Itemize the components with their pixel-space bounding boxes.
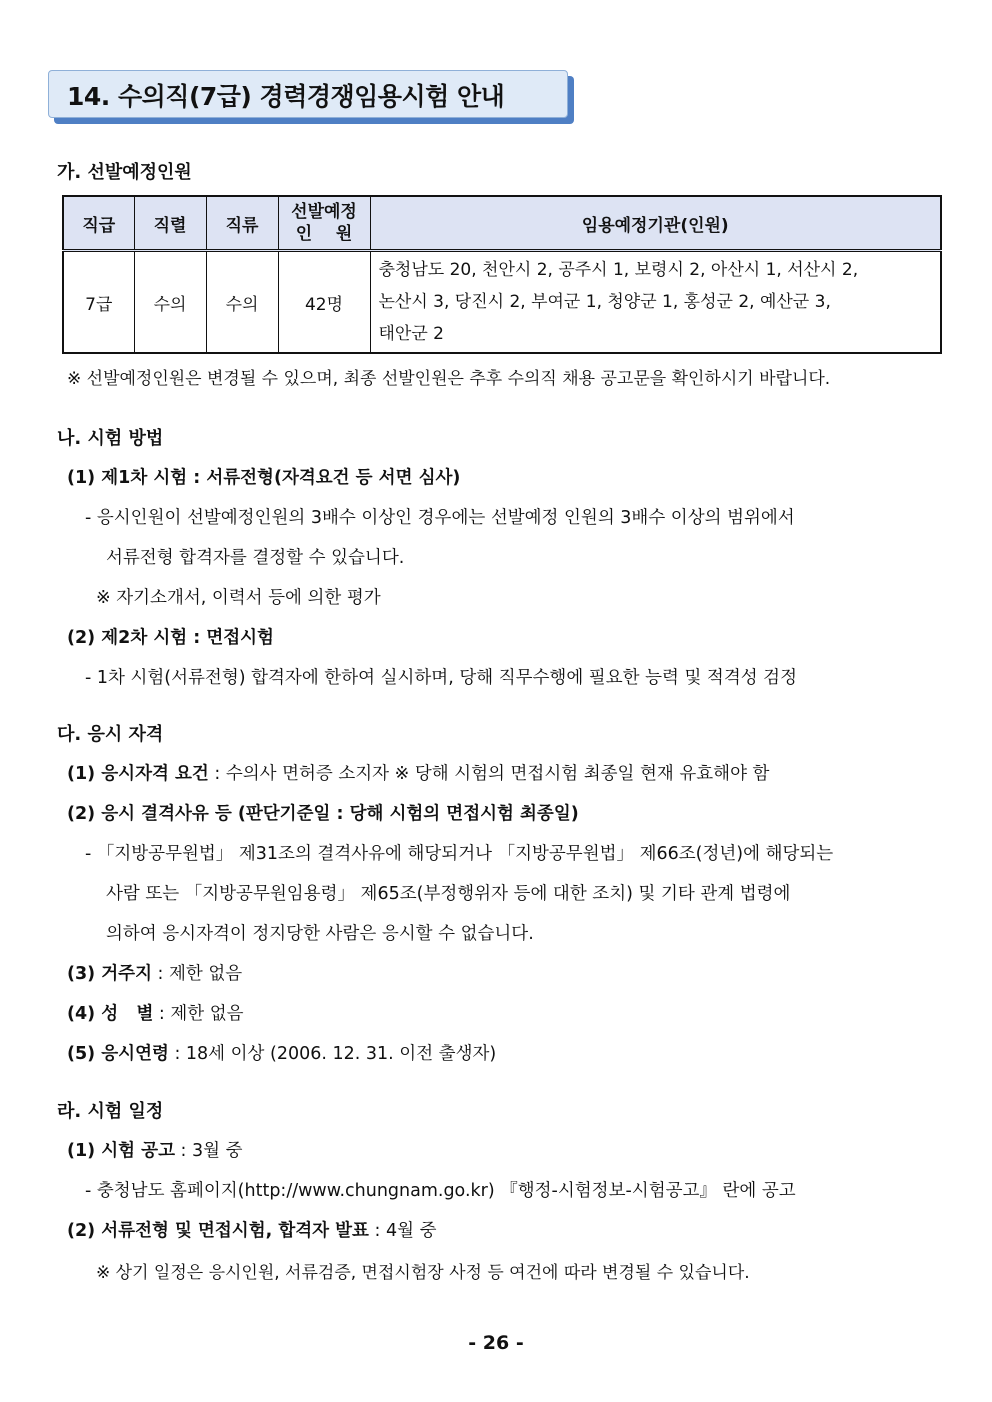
selection-table [62, 195, 942, 354]
cell-org [370, 251, 941, 354]
exam-stage1-line2: 서류전형 합격자를 결정할 수 있습니다. [106, 548, 405, 568]
selection-note: ※ 선발예정인원은 변경될 수 있으며, 최종 선발인원은 추후 수의직 채용 공고문을 확인하시기 바랍니다. [67, 369, 831, 389]
th-grade: 직급 [63, 196, 134, 251]
th-count-line2: 인 원 [295, 224, 353, 244]
page-title: 14. 수의직(7급) 경력경쟁임용시험 안내 [67, 82, 505, 111]
schedule-item2-label: (2) 서류전형 및 면접시험, 합격자 발표 [67, 1221, 369, 1241]
schedule-item1-text: : 3월 중 [174, 1141, 243, 1161]
cell-grade: 7급 [63, 251, 134, 354]
section-heading-da: 다. 응시 자격 [57, 724, 164, 745]
exam-stage1-line1: - 응시인원이 선발예정인원의 3배수 이상인 경우에는 선발예정 인원의 3배수 이상의 범위에서 [85, 508, 795, 528]
residence-item [67, 960, 242, 985]
th-series: 직렬 [134, 196, 206, 251]
schedule-item2-text: : 4월 중 [368, 1221, 437, 1241]
org-line-1: 충청남도 20, 천안시 2, 공주시 1, 보령시 2, 아산시 1, 서산시 2, [378, 260, 859, 280]
gender-item [67, 1000, 244, 1025]
page-number: - 26 - [468, 1332, 524, 1354]
th-count-line1: 선발예정 [291, 202, 357, 222]
section-heading-ra: 라. 시험 일정 [57, 1101, 164, 1122]
schedule-item1-label: (1) 시험 공고 [67, 1141, 175, 1161]
disqualification-line2: 사람 또는 「지방공무원임용령」 제65조(부정행위자 등에 대한 조치) 및 기타 관계 법령에 [106, 884, 791, 904]
exam-stage2-title: (2) 제2차 시험 : 면접시험 [67, 628, 274, 648]
th-count [278, 196, 370, 251]
qualification-item [67, 760, 769, 785]
age-text: : 18세 이상 (2006. 12. 31. 이전 출생자) [168, 1044, 497, 1064]
qualification-label: (1) 응시자격 요건 [67, 764, 209, 784]
schedule-item1 [67, 1137, 243, 1162]
qualification-text: : 수의사 면허증 소지자 ※ 당해 시험의 면접시험 최종일 현재 유효해야 함 [208, 764, 770, 784]
th-class: 직류 [206, 196, 278, 251]
table-row [63, 251, 941, 354]
schedule-item2 [67, 1217, 436, 1242]
title-box [48, 70, 568, 118]
org-line-3: 태안군 2 [378, 324, 444, 344]
disqualification-line1: - 「지방공무원법」 제31조의 결격사유에 해당되거나 「지방공무원법」 제66조(정년)에 해당되는 [85, 844, 834, 864]
age-item [67, 1040, 496, 1065]
schedule-note: ※ 상기 일정은 응시인원, 서류검증, 면접시험장 사정 등 여건에 따라 변경될 수 있습니다. [96, 1263, 750, 1283]
section-heading-ga: 가. 선발예정인원 [57, 162, 192, 183]
schedule-item1-line1: - 충청남도 홈페이지(http://www.chungnam.go.kr) 『행정-시험정보-시험공고』 란에 공고 [85, 1181, 796, 1201]
cell-series: 수의 [134, 251, 206, 354]
disqualification-title: (2) 응시 결격사유 등 (판단기준일 : 당해 시험의 면접시험 최종일) [67, 804, 579, 824]
cell-class: 수의 [206, 251, 278, 354]
disqualification-line3: 의하여 응시자격이 정지당한 사람은 응시할 수 없습니다. [106, 924, 534, 944]
gender-text: : 제한 없음 [153, 1004, 244, 1024]
cell-count: 42명 [278, 251, 370, 354]
table-header-row [63, 196, 941, 251]
residence-text: : 제한 없음 [151, 964, 243, 984]
th-org: 임용예정기관(인원) [370, 196, 941, 251]
gender-label: (4) 성 별 [67, 1004, 154, 1024]
exam-stage1-note: ※ 자기소개서, 이력서 등에 의한 평가 [96, 588, 381, 608]
org-line-2: 논산시 3, 당진시 2, 부여군 1, 청양군 1, 홍성군 2, 예산군 3, [378, 292, 831, 312]
exam-stage2-line1: - 1차 시험(서류전형) 합격자에 한하여 실시하며, 당해 직무수행에 필요한 능력 및 적격성 검정 [85, 668, 797, 688]
age-label: (5) 응시연령 [67, 1044, 169, 1064]
section-heading-na: 나. 시험 방법 [57, 428, 164, 449]
exam-stage1-title: (1) 제1차 시험 : 서류전형(자격요건 등 서면 심사) [67, 468, 461, 488]
residence-label: (3) 거주지 [67, 964, 152, 984]
